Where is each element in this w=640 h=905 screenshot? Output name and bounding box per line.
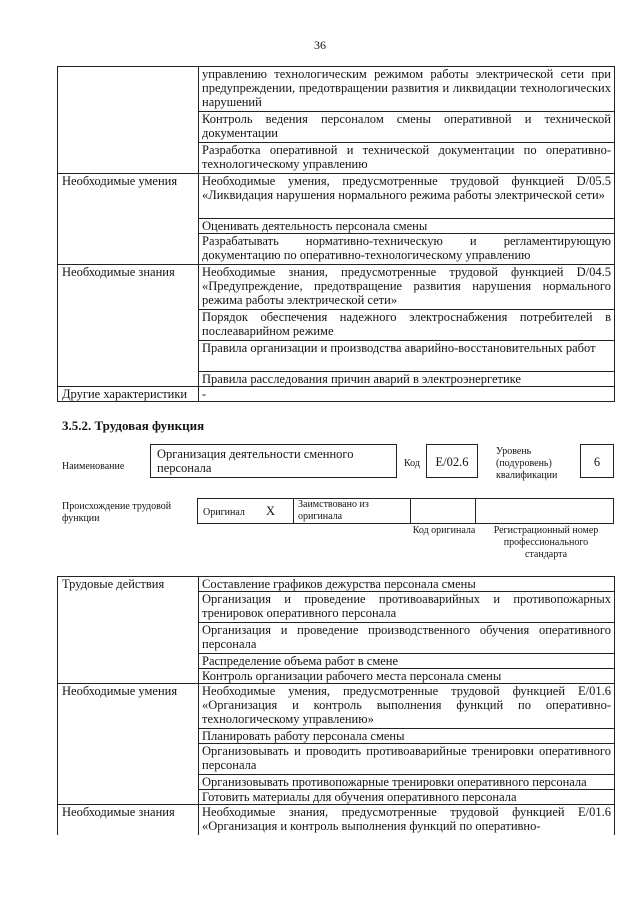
- table-cell: Контроль организации рабочего места персонала смены: [199, 669, 615, 684]
- competency-table-1: [57, 66, 615, 402]
- table-cell: Распределение объема работ в смене: [199, 654, 615, 669]
- table-cell: Порядок обеспечения надежного электроснабжения потребителей в послеаварийном режиме: [199, 310, 615, 341]
- code-label: Код: [404, 458, 420, 469]
- name-value-box: [150, 444, 397, 478]
- table-cell: Правила организации и производства аварийно-восстановительных работ: [199, 341, 615, 372]
- table-cell: Организация и проведение противоаварийных и противопожарных тренировок оперативного персонала: [199, 592, 615, 623]
- competency-table-2: [57, 576, 615, 835]
- borrowed-label: Заимствовано из оригинала: [298, 499, 369, 522]
- table-cell: Необходимые знания, предусмотренные трудовой функцией D/04.5 «Предупреждение, предотвращение развития нарушения нормального режима работы электрической сети»: [199, 265, 615, 310]
- level-value: 6: [593, 455, 601, 469]
- table-row-label: Необходимые умения: [58, 684, 199, 805]
- code-value-box: [426, 444, 478, 478]
- table-cell: Необходимые знания, предусмотренные трудовой функцией E/01.6 «Организация и контроль выполнения функций по оперативно-: [199, 805, 615, 836]
- origin-label: Происхождение трудовой функции: [62, 501, 172, 524]
- table-cell: управлению технологическим режимом работы электрической сети при предупреждении, предотвращении развития и ликвидации технологических нарушений: [199, 67, 615, 112]
- table-cell: Необходимые умения, предусмотренные трудовой функцией E/01.6 «Организация и контроль выполнения функций по оперативно-технологическому управлению»: [199, 684, 615, 729]
- original-label: Оригинал: [203, 507, 245, 518]
- reg-number-caption: Регистрационный номер профессионального стандарта: [493, 525, 599, 560]
- table-cell: Разработка оперативной и технической документации по оперативно-технологическому управлению: [199, 143, 615, 174]
- code-original-caption: Код оригинала: [412, 525, 476, 536]
- table-row-label: Трудовые действия: [58, 577, 199, 684]
- name-value: Организация деятельности сменного персонала: [157, 447, 354, 475]
- origin-divider: [293, 498, 294, 524]
- table-cell: Организовывать и проводить противоаварийные тренировки оперативного персонала: [199, 744, 615, 775]
- table-row-label: Необходимые знания: [58, 265, 199, 387]
- table-row-label: Необходимые умения: [58, 174, 199, 265]
- table-cell: Оценивать деятельность персонала смены: [199, 219, 615, 234]
- origin-divider: [410, 498, 411, 524]
- table-cell: Необходимые умения, предусмотренные трудовой функцией D/05.5 «Ликвидация нарушения нормального режима работы электрической сети»: [199, 174, 615, 219]
- table-row-label: [58, 67, 199, 174]
- table-row-label: Необходимые знания: [58, 805, 199, 836]
- level-label: Уровень (подуровень) квалификации: [496, 446, 558, 481]
- name-label: Наименование: [62, 461, 125, 472]
- table-cell: Контроль ведения персоналом смены оперативной и технической документации: [199, 112, 615, 143]
- table-cell: Организовывать противопожарные тренировки оперативного персонала: [199, 775, 615, 790]
- original-mark: X: [266, 504, 276, 518]
- table-cell: Планировать работу персонала смены: [199, 729, 615, 744]
- table-row-label: Другие характеристики: [58, 387, 199, 402]
- table-cell: Организация и проведение производственного обучения оперативного персонала: [199, 623, 615, 654]
- table-cell: Готовить материалы для обучения оперативного персонала: [199, 790, 615, 805]
- section-heading: 3.5.2. Трудовая функция: [62, 418, 205, 433]
- code-value: E/02.6: [435, 455, 469, 469]
- table-cell: -: [199, 387, 615, 402]
- origin-divider: [475, 498, 476, 524]
- table-cell: Правила расследования причин аварий в электроэнергетике: [199, 372, 615, 387]
- table-cell: Разрабатывать нормативно-техническую и регламентирующую документацию по оперативно-технологическому управлению: [199, 234, 615, 265]
- table-cell: Составление графиков дежурства персонала смены: [199, 577, 615, 592]
- level-value-box: [580, 444, 614, 478]
- page-number: 36: [314, 38, 326, 52]
